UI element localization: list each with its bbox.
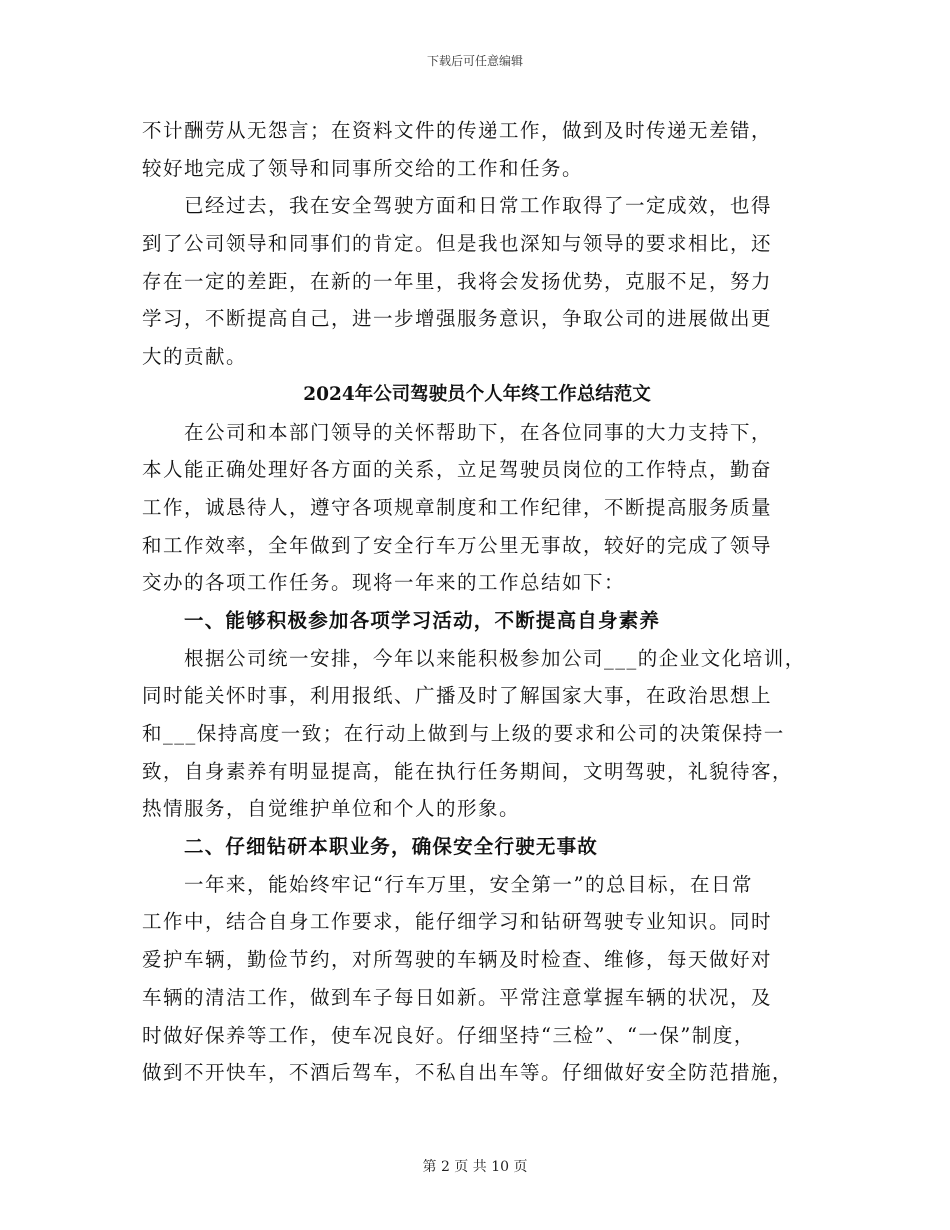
body-line: 时做好保养等工作，使车况良好。仔细坚持“三检”、“一保”制度， [142, 1023, 755, 1047]
section-heading-1: 一、能够积极参加各项学习活动，不断提高自身素养 [184, 608, 661, 632]
body-line: 到了公司领导和同事们的肯定。但是我也深知与领导的要求相比，还 [142, 232, 773, 256]
paragraph-start: 一年来，能始终牢记“行车万里，安全第一”的总目标，在日常 [184, 872, 753, 896]
section-heading-2: 二、仔细钻研本职业务，确保安全行驶无事故 [184, 835, 599, 859]
document-body [142, 112, 812, 1092]
body-line: 致，自身素养有明显提高，能在执行任务期间，文明驾驶，礼貌待客， [142, 759, 794, 783]
document-title: 2024年公司驾驶员个人年终工作总结范文 [303, 383, 651, 405]
body-line: 存在一定的差距，在新的一年里，我将会发扬优势，克服不足，努力 [142, 269, 773, 293]
body-line: 做到不开快车，不酒后驾车，不私自出车等。仔细做好安全防范措施， [142, 1061, 794, 1085]
body-line: 不计酬劳从无怨言；在资料文件的传递工作，做到及时传递无差错， [142, 119, 773, 142]
page-header: 下载后可任意编辑 [426, 54, 523, 68]
body-line: 和工作效率，全年做到了安全行车万公里无事故，较好的完成了领导 [142, 533, 773, 557]
body-line: 同时能关怀时事，利用报纸、广播及时了解国家大事，在政治思想上 [142, 684, 773, 708]
paragraph-start: 已经过去，我在安全驾驶方面和日常工作取得了一定成效，也得 [184, 194, 773, 218]
body-line: 大的贡献。 [142, 345, 248, 369]
body-line: 热情服务，自觉维护单位和个人的形象。 [142, 797, 521, 821]
paragraph-start: 根据公司统一安排，今年以来能积极参加公司___的企业文化培训， [184, 646, 806, 670]
page-footer: 第 2 页 共 10 页 [422, 1159, 528, 1175]
body-line: 工作，诚恳待人，遵守各项规章制度和工作纪律，不断提高服务质量 [142, 495, 773, 519]
body-line: 学习，不断提高自己，进一步增强服务意识，争取公司的进展做出更 [142, 307, 773, 331]
body-line: 工作中，结合自身工作要求，能仔细学习和钻研驾驶专业知识。同时 [142, 910, 773, 934]
body-line: 和___保持高度一致；在行动上做到与上级的要求和公司的决策保持一 [142, 722, 785, 745]
body-line: 较好地完成了领导和同事所交给的工作和任务。 [142, 156, 584, 180]
body-line: 车辆的清洁工作，做到车子每日如新。平常注意掌握车辆的状况，及 [142, 985, 773, 1009]
body-line: 本人能正确处理好各方面的关系，立足驾驶员岗位的工作特点，勤奋 [142, 458, 773, 482]
paragraph-start: 在公司和本部门领导的关怀帮助下，在各位同事的大力支持下， [184, 420, 773, 444]
body-line: 爱护车辆，勤俭节约，对所驾驶的车辆及时检查、维修，每天做好对 [142, 948, 773, 972]
body-line: 交办的各项工作任务。现将一年来的工作总结如下： [142, 571, 626, 595]
